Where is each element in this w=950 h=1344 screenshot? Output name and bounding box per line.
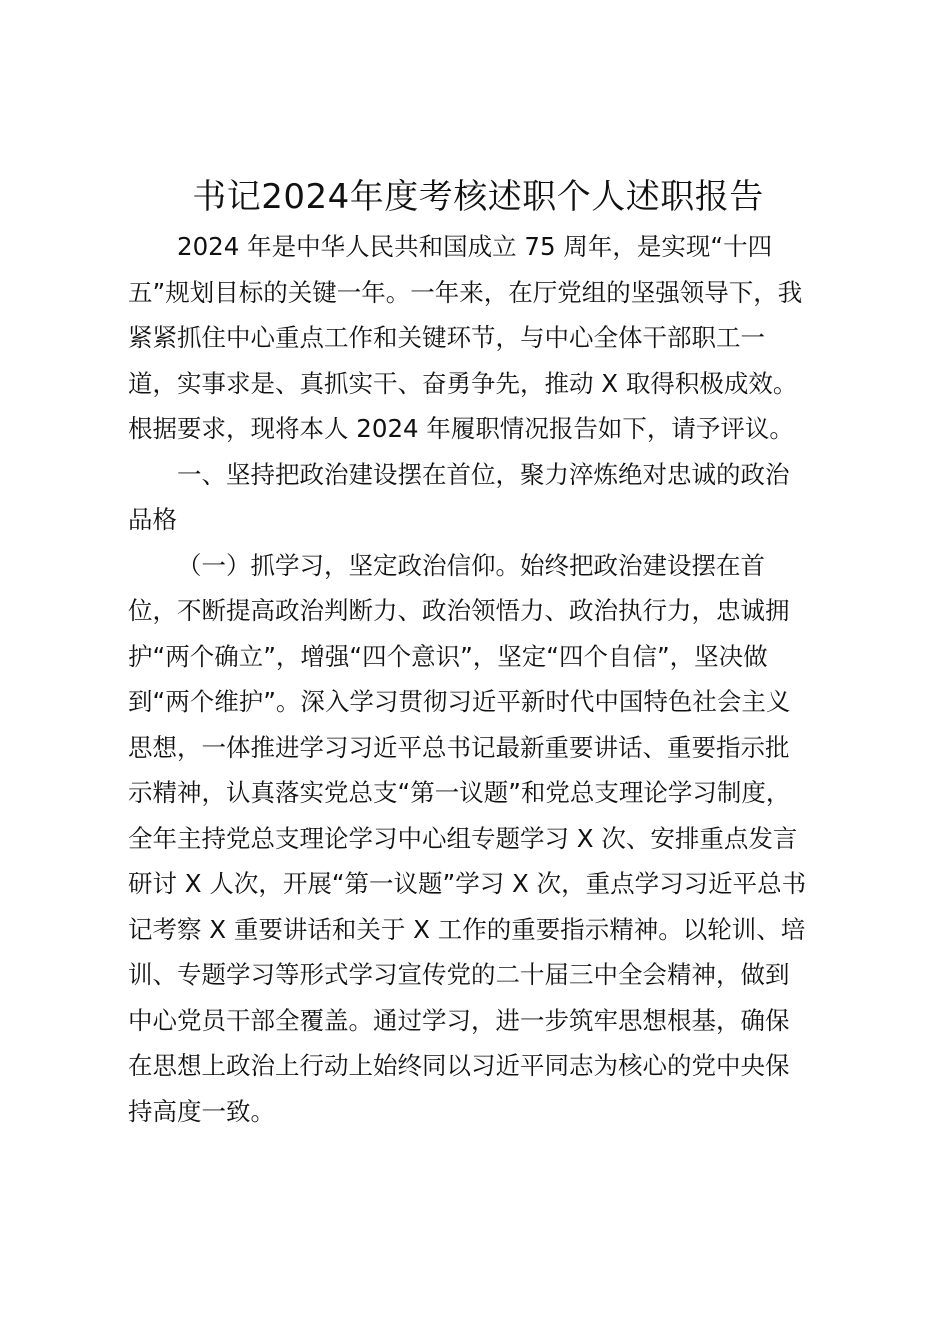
text-line: 护“两个确立”，增强“四个意识”，坚定“四个自信”，坚决做: [128, 641, 768, 671]
text-line: 一、坚持把政治建设摆在首位，聚力淬炼绝对忠诚的政治: [177, 459, 790, 489]
text-line: 全年主持党总支理论学习中心组专题学习 X 次、安排重点发言: [128, 823, 798, 853]
text-line: 2024 年是中华人民共和国成立 75 周年，是实现“十四: [177, 232, 773, 261]
text-line: 根据要求，现将本人 2024 年履职情况报告如下，请予评议。: [128, 414, 794, 443]
text-line: （一）抓学习，坚定政治信仰。始终把政治建设摆在首: [177, 550, 765, 580]
paragraph-study: [128, 543, 828, 1135]
text-line: 持高度一致。: [128, 1096, 275, 1126]
text-line: 在思想上政治上行动上始终同以习近平同志为核心的党中央保: [128, 1051, 790, 1080]
text-line: 记考察 X 重要讲话和关于 X 工作的重要指示精神。以轮训、培: [128, 914, 806, 944]
document-body: [128, 224, 828, 1134]
text-line: 示精神，认真落实党总支“第一议题”和党总支理论学习制度，: [128, 778, 791, 807]
text-line: 紧紧抓住中心重点工作和关键环节，与中心全体干部职工一: [128, 323, 765, 352]
text-line: 位，不断提高政治判断力、政治领悟力、政治执行力，忠诚拥: [128, 596, 790, 625]
text-line: 道，实事求是、真抓实干、奋勇争先，推动 X 取得积极成效。: [128, 368, 798, 398]
text-line: 思想，一体推进学习习近平总书记最新重要讲话、重要指示批: [128, 732, 790, 762]
paragraph-intro: [128, 224, 828, 452]
text-line: 到“两个维护”。深入学习贯彻习近平新时代中国特色社会主义: [128, 687, 791, 716]
section-heading-1: [128, 452, 828, 543]
text-line: 品格: [128, 505, 177, 534]
text-line: 五”规划目标的关键一年。一年来，在厅党组的坚强领导下，我: [128, 277, 803, 307]
text-line: 训、专题学习等形式学习宣传党的二十届三中全会精神，做到: [128, 960, 790, 989]
text-line: 中心党员干部全覆盖。通过学习，进一步筑牢思想根基，确保: [128, 1005, 790, 1035]
text-line: 研讨 X 人次，开展“第一议题”学习 X 次，重点学习习近平总书: [128, 869, 807, 898]
document-title: 书记2024年度考核述职个人述职报告: [192, 177, 764, 217]
